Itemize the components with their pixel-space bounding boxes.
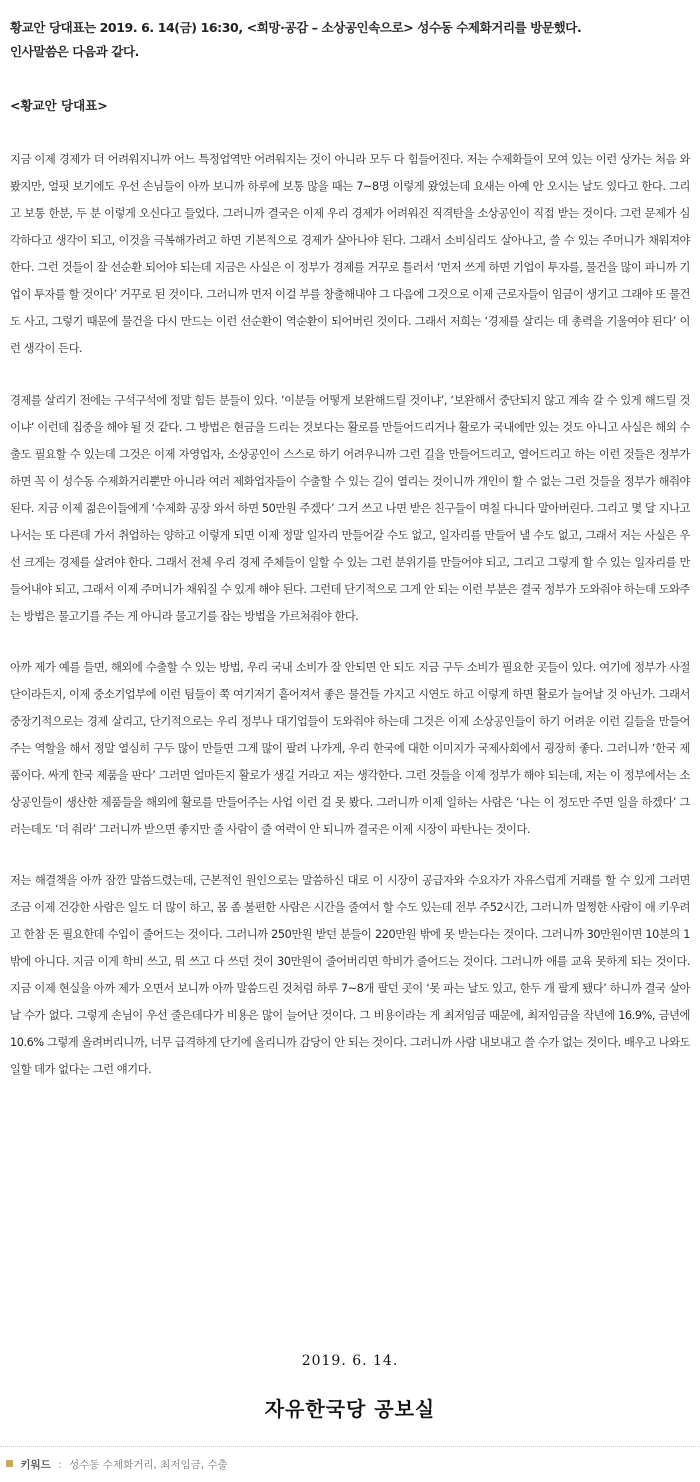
press-release-body: [10, 0, 690, 1094]
release-date: 2019. 6. 14.: [301, 1353, 399, 1369]
paragraph-1: 지금 이제 경제가 더 어려워지니까 어느 특정업역만 어려워지는 것이 아니라 모두 다 힘들어진다. 저는 수제화들이 모여 있는 이런 상가는 처음 와봤지만, 얼핏 보기에도 우선 손님들이 아까 보니까 하루에 보통 많을 때는 7~8명 이렇게 왔었는데 요새는 아예 안 오시는 날도 있다고 한다. 그리고 보통 한분, 두 분 이렇게 오신다고 들었다. 그러니까 결국은 이제 우리 경제가 어려워진 직격탄을 소상공인이 직접 받는 것이다. 그런 문제가 심각하다고 생각이 되고, 이것을 극복해가려고 하면 기본적으로 경제가 살아나야 된다. 그래서 소비심리도 살아나고, 쓸 수 있는 주머니가 채워져야 한다. 그런 것들이 잘 선순환 되어야 되는데 지금은 사실은 이 정부가 경제를 거꾸로 틀러서 ‘먼저 쓰게 하면 기업이 투자를, 물건을 많이 파니까 기업이 투자를 할 것이다’ 거꾸로 된 것이다. 그러니까 먼저 이걸 부를 창출해내야 그 다음에 그것으로 이제 근로자들이 임금이 생기고 그래야 또 물건도 사고, 그렇기 때문에 물건을 다시 만드는 이런 선순환이 역순환이 되어버린 것이다. 그래서 저희는 ‘경제를 살리는 데 총력을 기울여야 된다’ 이런 생각이 든다.: [10, 153, 690, 355]
keyword-list[interactable]: 성수동 수제화거리, 최저임금, 수출: [69, 1459, 228, 1471]
keyword-separator: :: [58, 1459, 62, 1471]
keyword-label: 키워드: [20, 1459, 51, 1471]
paragraph-3: 아까 제가 예를 들면, 해외에 수출할 수 있는 방법, 우리 국내 소비가 잘 안되면 안 되도 지금 구두 소비가 필요한 곳들이 있다. 여기에 정부가 사절단이라든지, 이제 중소기업부에 이런 팀들이 쭉 여기저기 흩어져서 좋은 물건들 가지고 시연도 하고 이렇게 하면 활로가 늘어날 것 아닌가. 그래서 중장기적으로는 경제 살리고, 단기적으로는 우리 정부나 대기업들이 도와줘야 하는데 그것은 이제 소상공인들이 하기 어려운 이런 길들을 만들어주는 역할을 해서 정말 열심히 구두 많이 만들면 그게 많이 팔려 나가게, 우리 한국에 대한 이미지가 국제사회에서 굉장히 좋다. 그러니까 ‘한국 제품이다. 싸게 한국 제품을 판다’ 그러면 얼마든지 활로가 생길 거라고 저는 생각한다. 그런 것들을 이제 정부가 해야 되는데, 저는 이 정부에서는 소상공인들이 생산한 제품들을 해외에 활로를 만들어주는 사업 이런 걸 못 봤다. 그러니까 이제 일하는 사람은 ‘나는 이 정도만 주면 일을 하겠다’ 그러는데도 ‘더 줘라’ 그러니까 받으면 좋지만 줄 사람이 줄 여력이 안 되니까 결국은 이제 시장이 파탄나는 것이다.: [10, 661, 690, 836]
keyword-footer: [0, 1446, 700, 1482]
tag-icon: [6, 1460, 13, 1467]
organization-name: 자유한국당 공보실: [264, 1397, 436, 1421]
speaker-heading: <황교안 당대표>: [10, 98, 108, 113]
paragraph-2: 경제를 살리기 전에는 구석구석에 정말 힘든 분들이 있다. ‘이분들 어떻게 보완해드릴 것이냐’, ‘보완해서 중단되지 않고 계속 갈 수 있게 해드릴 것이냐’ 이런데 집중을 해야 될 것 같다. 그 방법은 현금을 드리는 것보다는 활로를 만들어드리거나 활로가 국내에만 있는 것도 아니고 사실은 해외 수출도 필요할 수 있는데 그것은 이제 자영업자, 소상공인이 스스로 하기 어려우니까 그런 길을 만들어드리고, 열어드리고 하는 이런 것들은 정부가 하면 꼭 이 성수동 수제화거리뿐만 아니라 여러 제화업자들이 수출할 수 있는 길이 열리는 것이니까 개인이 할 수 없는 그런 것들을 정부가 해줘야 된다. 지금 이제 젊은이들에게 ‘수제화 공장 와서 하면 50만원 주겠다’ 그거 쓰고 나면 받은 친구들이 며칠 다니다 말아버린다. 그리고 몇 달 지나고 나서는 또 다른데 가서 취업하는 양하고 이렇게 되면 이제 정말 일자리 만들어갈 수도 없고, 일자리를 만들어 낼 수도 없고, 그래서 저는 사실은 우선 크게는 경제를 살려야 한다. 그래서 전체 우리 경제 주체들이 일할 수 있는 그런 분위기를 만들어야 되고, 그리고 그렇게 할 수 있는 일자리를 만들어내야 되고, 그래서 이제 주머니가 채워질 수 있게 해야 된다. 그런데 단기적으로 그게 안 되는 이런 부분은 결국 정부가 도와줘야 하는데 도와주는 방법은 물고기를 주는 게 아니라 물고기를 잡는 방법을 가르쳐줘야 한다.: [10, 394, 690, 623]
intro: [10, 16, 690, 64]
intro-line-1: 황교안 당대표는 2019. 6. 14(금) 16:30, <희망·공감 – 소상공인속으로> 성수동 수제화거리를 방문했다.: [10, 20, 582, 35]
paragraph-4: 저는 해결책을 아까 잠깐 말씀드렸는데, 근본적인 원인으로는 말씀하신 대로 이 시장이 공급자와 수요자가 자유스럽게 거래를 할 수 있게 그러면 조금 이제 건강한 사람은 일도 더 많이 하고, 몸 좀 불편한 사람은 시간을 줄여서 할 수도 있는데 전부 주52시간, 그러니까 멀쩡한 사람이 애 키우려고 한참 돈 필요한데 수입이 줄어드는 것이다. 그러니까 250만원 받던 분들이 220만원 밖에 못 받는다는 것이다. 그러니까 30만원이면 10분의 1밖에 아니다. 지금 이게 학비 쓰고, 뭐 쓰고 다 쓰던 것이 30만원이 줄어버리면 학비가 줄어드는 것이다. 그러니까 애를 교육 못하게 되는 것이다. 지금 이제 현실을 아까 제가 오면서 보니까 아까 말씀드린 것처럼 하루 7~8개 팔던 곳이 ‘못 파는 날도 있고, 한두 개 팔게 됐다’ 하니까 결국 살아날 수가 없다. 그렇게 손님이 우선 줄은데다가 비용은 많이 늘어난 것이다. 그 비용이라는 게 최저임금 때문에, 최저임금을 작년에 16.9%, 금년에 10.6% 그렇게 올려버리니까, 너무 급격하게 단기에 올리니까 감당이 안 되는 것이다. 그러니까 사람 내보내고 쓸 수가 없는 것이다. 배우고 나와도 일할 데가 없다는 그런 얘기다.: [10, 874, 690, 1076]
intro-line-2: 인사말씀은 다음과 같다.: [10, 44, 140, 59]
